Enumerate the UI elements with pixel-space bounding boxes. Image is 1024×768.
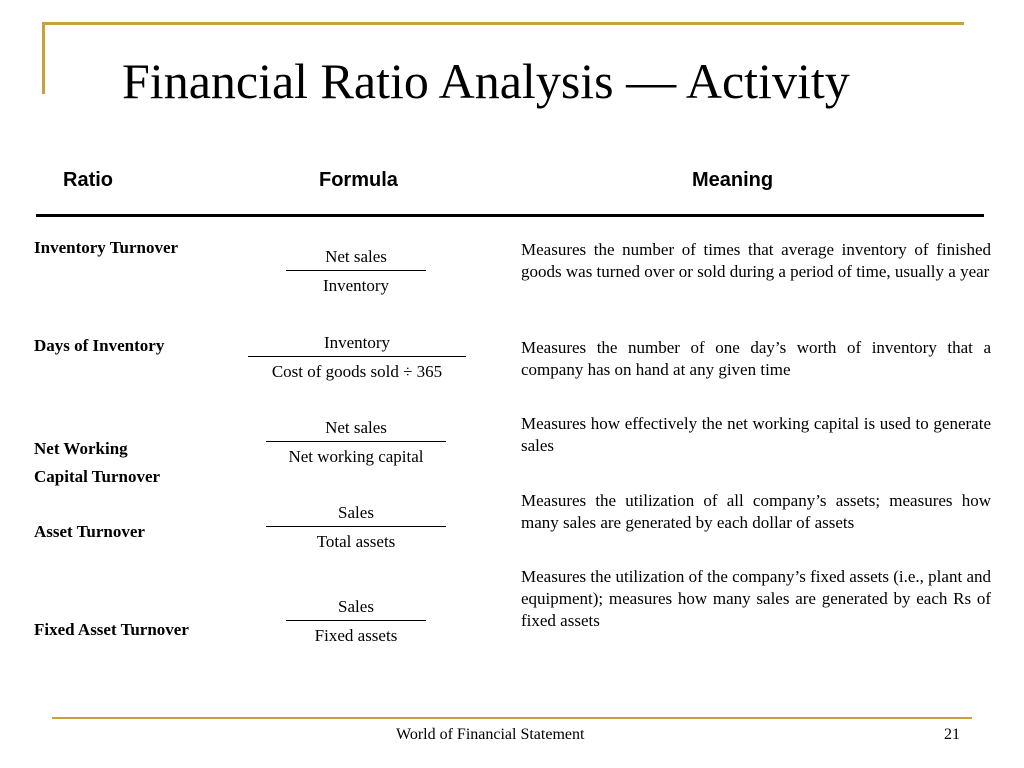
- fraction-bar: [266, 526, 446, 527]
- ratio-name-days-of-inventory: [34, 332, 164, 360]
- ratio-name-line: Inventory Turnover: [34, 238, 179, 257]
- decorative-left-border: [42, 22, 45, 94]
- formula-numerator: Inventory: [323, 333, 391, 352]
- fraction-bar: [266, 441, 446, 442]
- column-header-meaning: Meaning: [692, 169, 774, 191]
- fraction-bar: [286, 270, 426, 271]
- page-number: 21: [944, 726, 960, 743]
- ratio-name-asset-turnover: [34, 518, 145, 546]
- formula-denominator: Total assets: [316, 532, 396, 551]
- formula-asset-turnover: [266, 501, 446, 554]
- ratio-name-line: Capital Turnover: [34, 467, 161, 486]
- formula-inventory-turnover: [286, 245, 426, 298]
- formula-days-of-inventory: [248, 331, 466, 384]
- formula-net-working-capital-turnover: [266, 416, 446, 469]
- formula-fixed-asset-turnover: [286, 595, 426, 648]
- footer-text: World of Financial Statement: [396, 726, 585, 743]
- formula-denominator: Inventory: [322, 276, 390, 295]
- ratio-name-line: Days of Inventory: [34, 336, 165, 355]
- column-header-formula: Formula: [319, 169, 398, 191]
- column-header-ratio: Ratio: [63, 169, 113, 191]
- decorative-bottom-border: [52, 717, 972, 719]
- ratio-name-line: Asset Turnover: [34, 522, 145, 541]
- meaning-net-working-capital-turnover: Measures how effectively the net working capital is used to generate sales: [521, 414, 991, 455]
- formula-numerator: Net sales: [325, 247, 387, 266]
- formula-denominator: Net working capital: [288, 447, 424, 466]
- ratio-name-net-working-capital-turnover: [34, 435, 160, 491]
- ratio-name-inventory-turnover: [34, 234, 178, 262]
- meaning-days-of-inventory: Measures the number of one day’s worth of inventory that a company has on hand at any given time: [521, 338, 991, 379]
- header-divider: [36, 214, 984, 217]
- formula-numerator: Sales: [338, 597, 374, 616]
- fraction-bar: [248, 356, 466, 357]
- ratio-name-fixed-asset-turnover: [34, 616, 189, 644]
- formula-denominator: Cost of goods sold ÷ 365: [271, 362, 443, 381]
- meaning-fixed-asset-turnover: Measures the utilization of the company’s fixed assets (i.e., plant and equipment); measures how many sales are generated by each Rs of fixed assets: [521, 567, 991, 630]
- formula-numerator: Sales: [338, 503, 374, 522]
- fraction-bar: [286, 620, 426, 621]
- decorative-top-border: [42, 22, 964, 25]
- slide-title: Financial Ratio Analysis — Activity: [122, 53, 850, 109]
- meaning-asset-turnover: Measures the utilization of all company’s assets; measures how many sales are generated by each dollar of assets: [521, 491, 991, 532]
- formula-denominator: Fixed assets: [314, 626, 398, 645]
- formula-numerator: Net sales: [325, 418, 387, 437]
- ratio-name-line: Net Working: [34, 439, 128, 458]
- meaning-inventory-turnover: Measures the number of times that average inventory of finished goods was turned over or sold during a period of time, usually a year: [521, 240, 991, 281]
- ratio-name-line: Fixed Asset Turnover: [34, 620, 189, 639]
